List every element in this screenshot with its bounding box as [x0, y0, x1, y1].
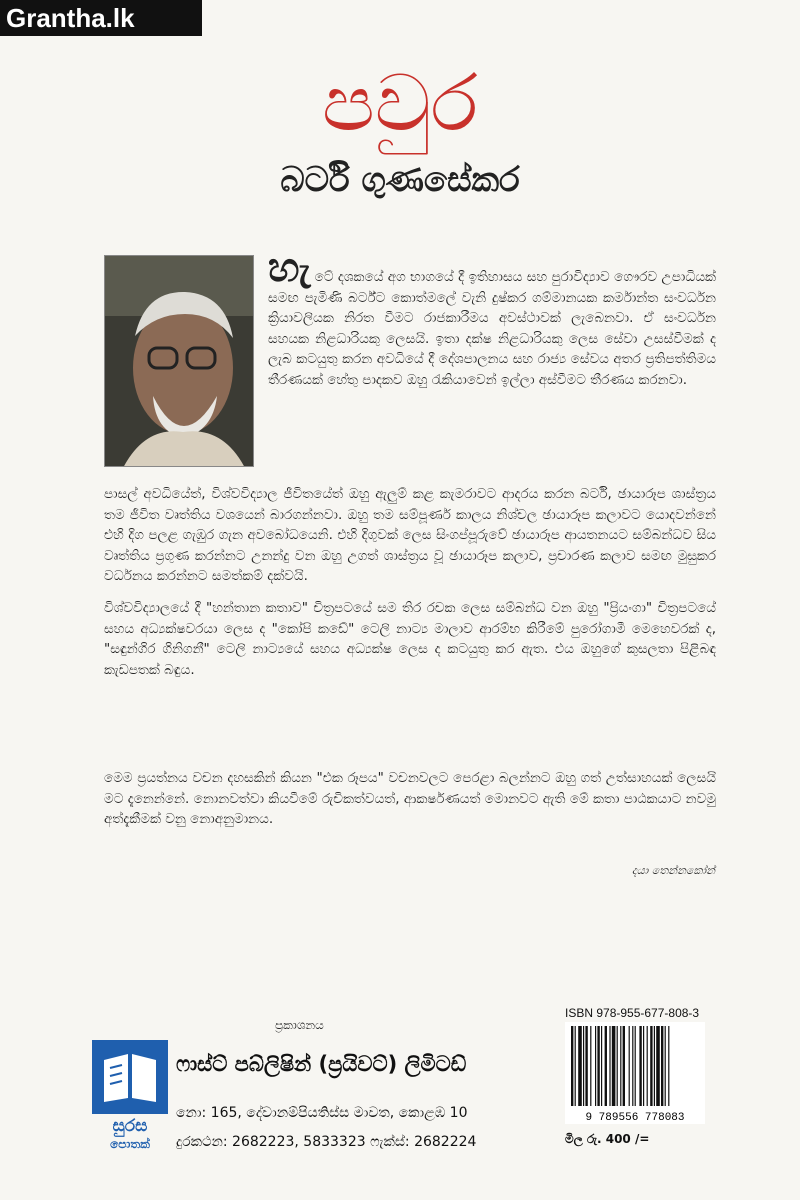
- barcode-bar: [639, 1026, 641, 1106]
- drop-cap: හැ: [268, 245, 311, 291]
- barcode-bar: [623, 1026, 625, 1106]
- barcode-bar: [583, 1026, 584, 1106]
- barcode-bar: [601, 1026, 602, 1106]
- logo-line-2: පොතක්: [110, 1137, 150, 1151]
- barcode-bar: [612, 1026, 616, 1106]
- publisher-address: නො: 165, දේවානම්පියතිස්ස මාවත, කොළඹ 10: [176, 1105, 468, 1121]
- price-label: මිල රු. 400 /=: [565, 1132, 650, 1146]
- author-name: බර්ටි ගුණසේකර: [280, 160, 520, 200]
- barcode-bar: [635, 1026, 636, 1106]
- paragraph-4: මෙම ප්‍රයත්නය වචන දහසකින් කියන "එක රූපය" වචනවලට පෙරළා බලන්නට ඔහු ගත් උත්සාහයක් ලෙසයි මට දැනෙන්නේ. නොනවත්වා කියවීමේ රුචිකත්වයත්, ආකර්ෂණයත් මොනවට ඇති මේ කතා පාඨකයාට නවමු අත්දැකීමක් වනු නොඅනුමානය.: [104, 770, 716, 827]
- barcode-bar: [656, 1026, 660, 1106]
- author-photo: [104, 255, 254, 467]
- publisher-name: ෆාස්ට් පබ්ලිෂින් (ප්‍රයිවට්) ලිමිටඩ්: [176, 1052, 467, 1076]
- barcode-bar: [665, 1026, 666, 1106]
- barcode-bar: [643, 1026, 644, 1106]
- barcode-bar: [617, 1026, 618, 1106]
- isbn-label: ISBN 978-955-677-808-3: [565, 1006, 700, 1020]
- barcode-bar: [661, 1026, 663, 1106]
- barcode-bar: [575, 1026, 576, 1106]
- barcode-digits: 9 789556 778083: [585, 1112, 685, 1124]
- barcode-bar: [578, 1026, 582, 1106]
- barcode-bar: [590, 1026, 591, 1106]
- barcode-bar: [605, 1026, 607, 1106]
- paragraph-3: විශ්වවිද්‍යාලයේ දී "හන්තාන කතාව" චිත්‍රපටයේ සම තිර රචක ලෙස සම්බන්ධ වන ඔහු "ප්‍රියංගා" චිත්‍රපටයේ සහය අධ්‍යක්ෂවරයා ලෙස ද "කෝපි කඩේ" ටෙලි නාට්‍ය මාලාව ආරම්භ කිරීමේ පුරෝගාමී මෙහෙවරක් ද, "සඳුන්ගිර ගිනිගනී" ටෙලි නාට්‍යයේ සහය අධ්‍යක්ෂ ලෙස ද කටයුතු කර ඇත. එය ඔහුගේ කුසලතා පිළිබඳ කැඩපතක් බඳුය.: [104, 600, 716, 678]
- barcode: [565, 1022, 705, 1124]
- book-title: පවුර: [321, 59, 478, 149]
- logo-line-1: සුරස: [112, 1116, 148, 1136]
- barcode-bar: [597, 1026, 599, 1106]
- barcode-bar: [668, 1026, 669, 1106]
- barcode-bar: [595, 1026, 596, 1106]
- reviewer-signature: දයා තෙන්නකෝන්: [631, 864, 715, 877]
- barcode-bar: [654, 1026, 655, 1106]
- publisher-phone: දුරකථන: 2682223, 5833323 ෆැක්ස්: 2682224: [176, 1134, 477, 1150]
- barcode-bar: [650, 1026, 652, 1106]
- barcode-bar: [585, 1026, 587, 1106]
- barcode-bar: [620, 1026, 621, 1106]
- watermark: Grantha.lk: [0, 0, 202, 36]
- publisher-logo: [92, 1040, 168, 1160]
- paragraph-1-text: ටේ දශකයේ අග භාගයේ දී ඉතිහාසය සහ පුරාවිද්‍යාව ගෞරව උපාධියක් සමඟ පැමිණි බර්ට්ට කොත්මලේ වැනි දුෂ්කර ගම්මානයක කර්මාන්ත සංවර්ධන ක්‍රියාවලියක නිරත වීමට රාජකාරීමය අවස්ථාවක් ලැබෙනවා. ඒ සංවර්ධන සහයක නිළධාරියකු ලෙසයි. ඉතා දක්ෂ නිළධාරියකු ලෙස සේවා උසස්වීමක් ද ලැබ කටයුතු කරන අවධියේ දී දේශපාලනය සහ රාජ්‍ය සේවය අතර ප්‍රතිපත්තිමය තීරණයක් හේතු පාදකව ඔහු රැකියාවෙන් ඉල්ලා අස්වීමට තීරණය කරනවා.: [268, 269, 716, 388]
- barcode-bar: [571, 1026, 573, 1106]
- barcode-bar: [629, 1026, 630, 1106]
- barcode-bar: [647, 1026, 648, 1106]
- paragraph-1: [268, 245, 716, 390]
- book-icon: [92, 1040, 168, 1114]
- publisher-label: ප්‍රකාශනය: [275, 1018, 324, 1032]
- barcode-bar: [609, 1026, 610, 1106]
- barcode-bar: [632, 1026, 633, 1106]
- paragraph-2: පාසල් අවධියේත්, විශ්වවිද්‍යාල ජීවිතයේත් ඔහු ඇලුම් කළ කැමරාවට ආදරය කරන බර්ටි, ඡායාරූප ශාස්ත්‍රය තම ජීවිත වෘත්තිය වශයෙන් බාරගන්නවා. ඔහු තම සම්පූර්ණ කාලය නිශ්චල ඡායාරූප කලාවට යොදවන්නේ එහි දිග පලළ ගැඹුර ගැන අවබෝධයෙනි. එහි දිගුවක් ලෙස සිංගප්පූරුවේ ඡායාරූප ආයතනයට සම්බන්ධව සිය වෘත්තිය ප්‍රගුණ කරන්නට උනන්දු වන ඔහු උගත් ශාස්ත්‍රය වූ ඡායාරූප කලාව, ප්‍රචාරණ කලාව සමඟ මුසුකර වර්ධනය කරන්නට සමත්කම් දක්වයි.: [104, 486, 716, 584]
